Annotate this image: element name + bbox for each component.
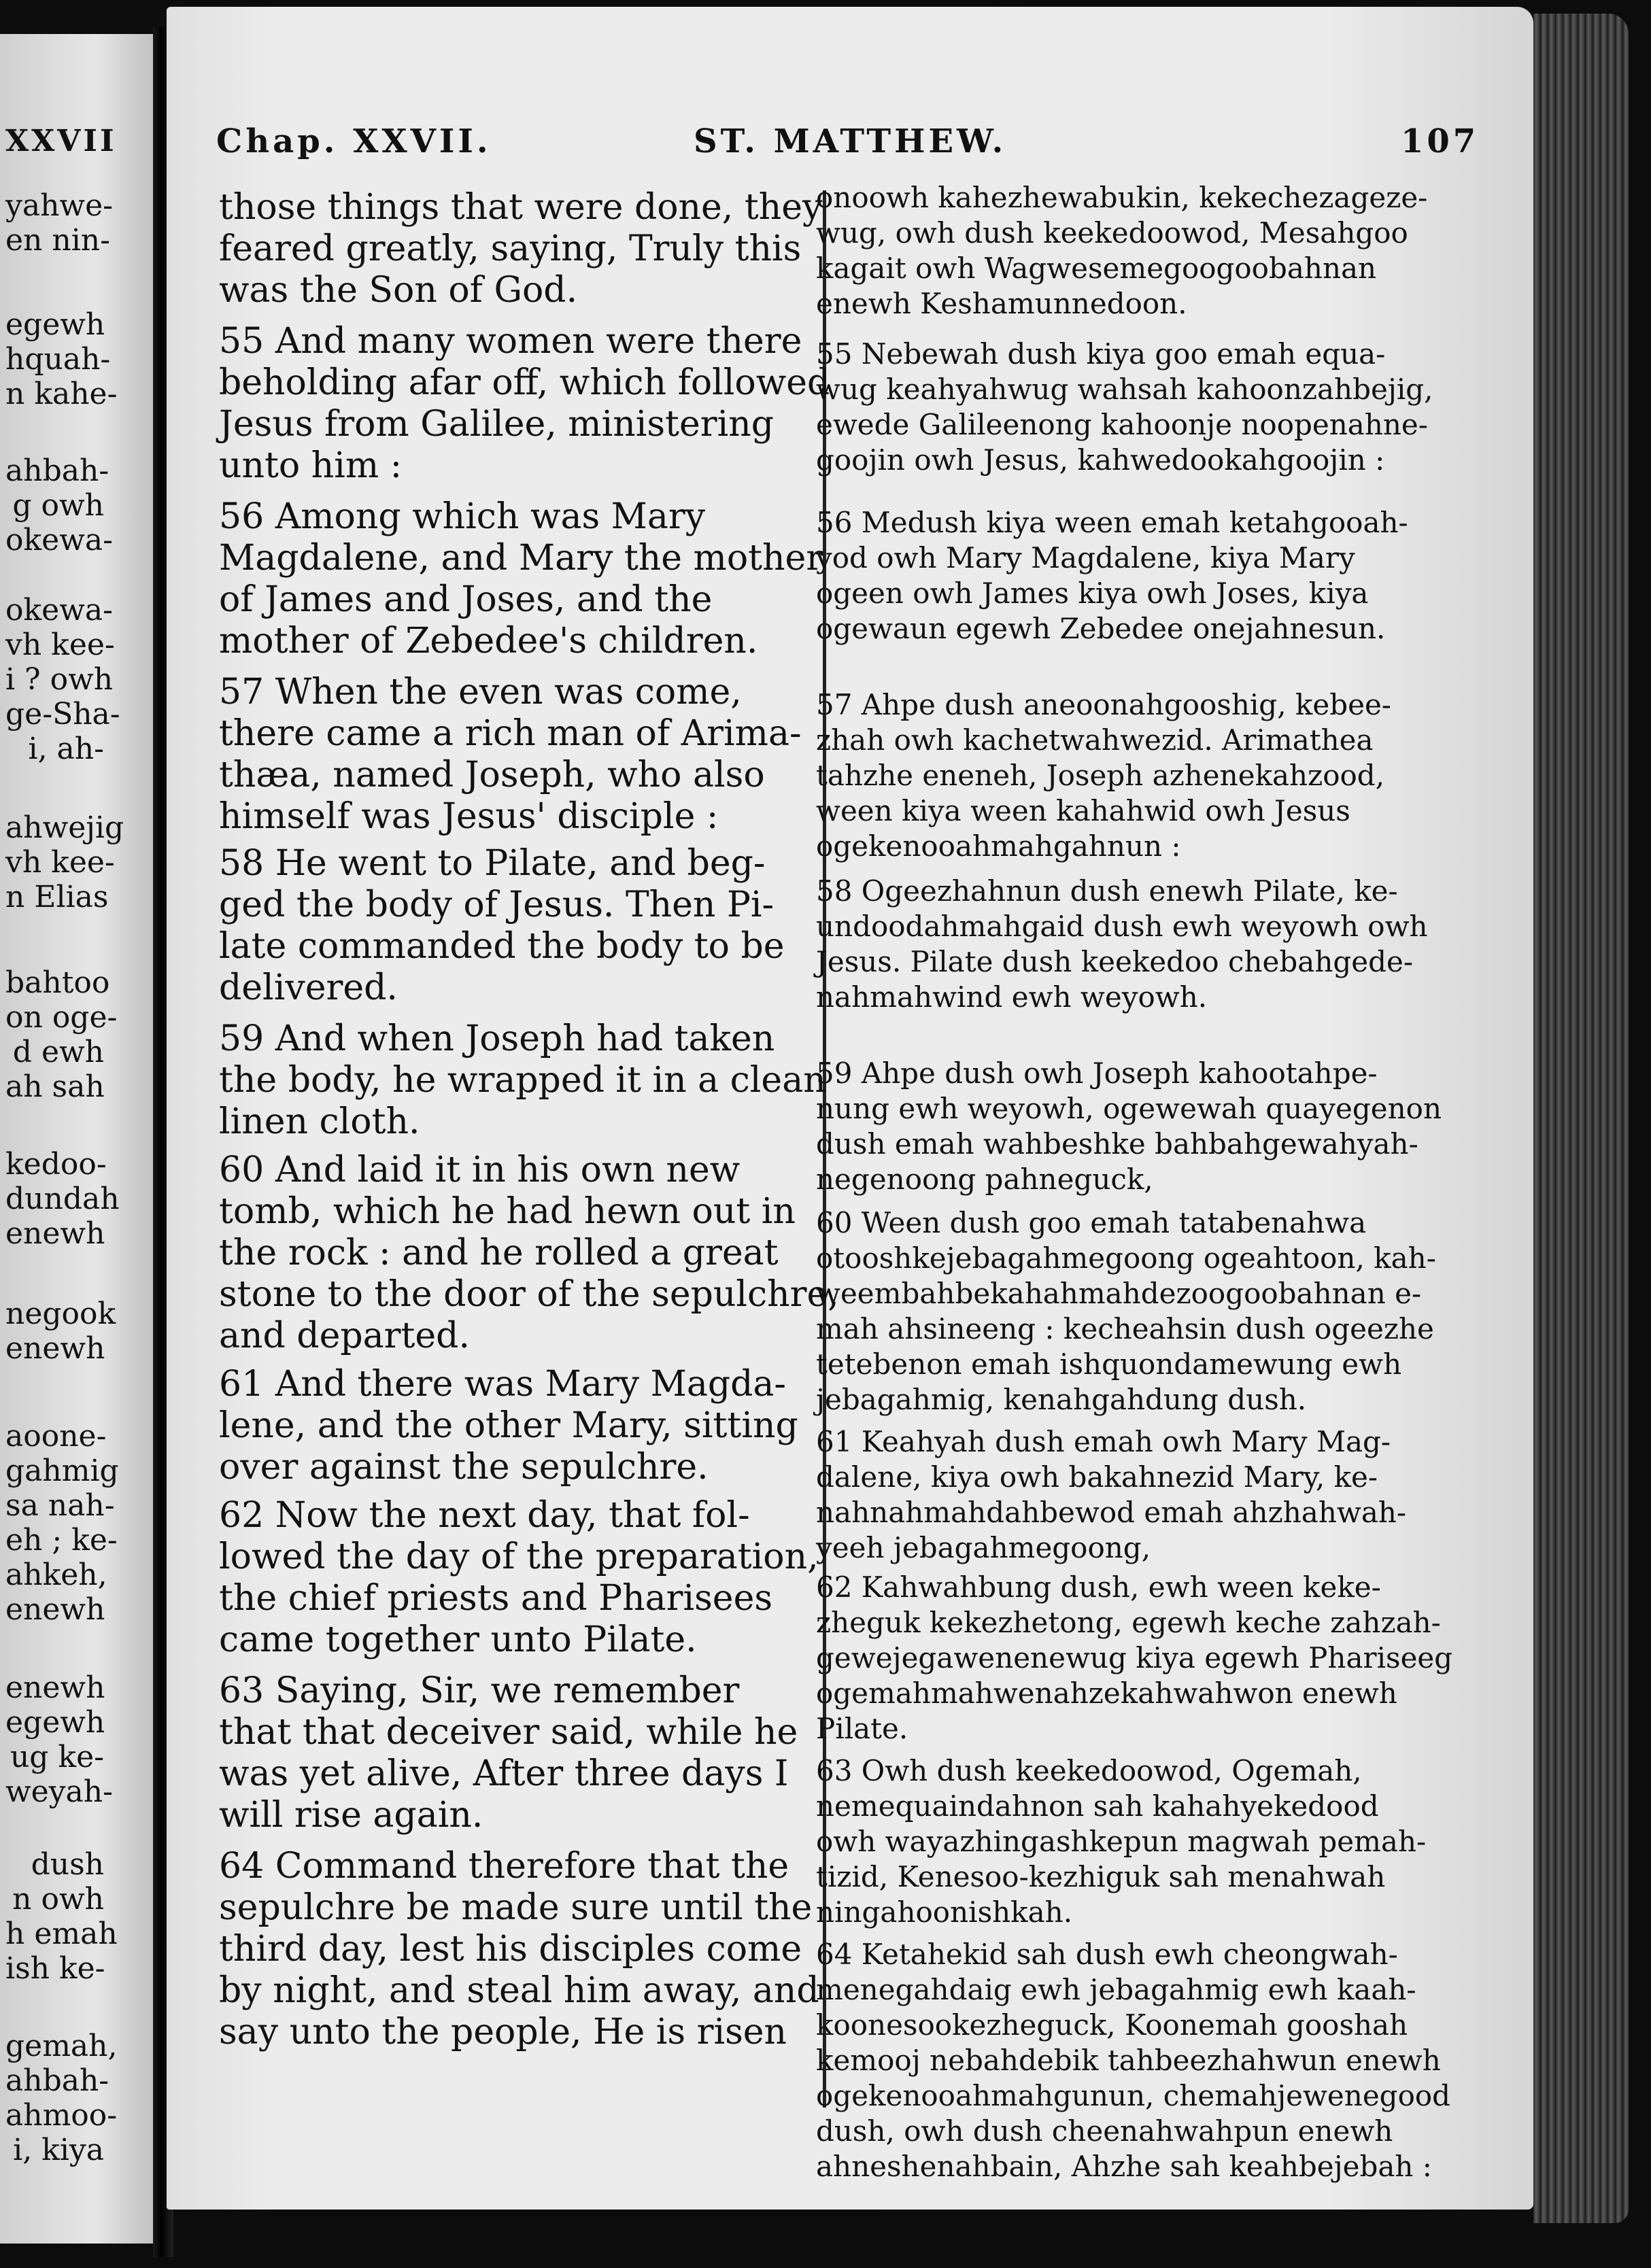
left-page-line: vh kee- <box>5 628 115 662</box>
left-page-line: hquah- <box>5 342 111 377</box>
left-page-line: bahtoo <box>5 965 110 1000</box>
verse-line: gewejegawenenewug kiya egewh Phariseeg <box>816 1641 1453 1674</box>
verse-line: those things that were done, they <box>219 187 823 228</box>
verse-line: ogewaun egewh Zebedee onejahnesun. <box>816 612 1386 645</box>
verse-line: jebagahmig, kenahgahdung dush. <box>816 1383 1307 1416</box>
verse-line: koonesookezheguck, Koonemah gooshah <box>816 2008 1408 2042</box>
verse-line: ween kiya ween kahahwid owh Jesus <box>816 794 1350 827</box>
verse-line: 55 And many women were there <box>219 321 802 362</box>
verse-line: 63 Saying, Sir, we remember <box>219 1670 740 1711</box>
left-page-edge <box>0 34 160 2244</box>
left-page-line: gemah, <box>5 2029 118 2063</box>
verse-line: the body, he wrapped it in a clean <box>219 1060 826 1101</box>
verse-line: 55 Nebewah dush kiya goo emah equa- <box>816 337 1386 371</box>
verse-line: was the Son of God. <box>219 270 578 311</box>
verse-line: nahmahwind ewh weyowh. <box>816 980 1208 1014</box>
verse-line: otooshkejebagahmegoong ogeahtoon, kah- <box>816 1241 1436 1275</box>
left-page-line: n owh <box>12 1882 104 1917</box>
verse-line: 56 Medush kiya ween emah ketahgooah- <box>816 506 1408 539</box>
book-title: ST. MATTHEW. <box>694 122 1007 160</box>
verse-line: yod owh Mary Magdalene, kiya Mary <box>816 541 1355 574</box>
verse-line: 57 When the even was come, <box>219 672 742 712</box>
left-page-line: i ? owh <box>5 662 114 697</box>
verse-line: Magdalene, and Mary the mother <box>219 538 823 579</box>
left-page-line: negook <box>5 1296 116 1331</box>
left-page-line: on oge- <box>5 1000 118 1035</box>
verse-line: zhah owh kachetwahwezid. Arimathea <box>816 723 1374 757</box>
verse-line: the chief priests and Pharisees <box>219 1578 773 1619</box>
verse-line: negenoong pahneguck, <box>816 1163 1153 1196</box>
verse-line: 64 Ketahekid sah dush ewh cheongwah- <box>816 1938 1398 1971</box>
verse-line: 57 Ahpe dush aneoonahgooshig, kebee- <box>816 688 1391 721</box>
ojibwe-column <box>816 180 1452 2184</box>
left-page-line: ah sah <box>5 1069 105 1104</box>
verse-line: Jesus. Pilate dush keekedoo chebahgede- <box>816 945 1414 978</box>
left-page-line: ahmoo- <box>5 2098 118 2133</box>
verse-line: tahzhe eneneh, Joseph azhenekahzood, <box>816 759 1385 792</box>
verse-line: ogekenooahmahgahnun : <box>816 829 1181 863</box>
verse-line: stone to the door of the sepulchre, <box>219 1274 839 1315</box>
verse-line: 59 Ahpe dush owh Joseph kahootahpe- <box>816 1056 1378 1090</box>
left-page-line: gahmig <box>5 1454 119 1488</box>
left-page-line: ish ke- <box>5 1951 105 1986</box>
left-page-line: d ewh <box>12 1035 104 1069</box>
verse-line: was yet alive, After three days I <box>219 1753 789 1794</box>
left-page-line: ahbah- <box>5 2063 109 2098</box>
verse-line: lene, and the other Mary, sitting <box>219 1405 798 1446</box>
verse-line: ogemahmahwenahzekahwahwon enewh <box>816 1677 1397 1710</box>
verse-line: 59 And when Joseph had taken <box>219 1018 775 1059</box>
left-page-header: XXVII <box>5 124 117 158</box>
verse-line: 58 He went to Pilate, and beg- <box>219 843 766 884</box>
verse-line: 63 Owh dush keekedoowod, Ogemah, <box>816 1754 1362 1787</box>
left-page-line: ahkeh, <box>5 1558 107 1592</box>
left-page-line: weyah- <box>5 1774 113 1809</box>
left-page-line: enewh <box>5 1331 105 1366</box>
verse-line: Pilate. <box>816 1712 908 1745</box>
verse-line: mother of Zebedee's children. <box>219 621 758 662</box>
verse-line: 60 And laid it in his own new <box>219 1150 741 1190</box>
verse-line: beholding afar off, which followed <box>219 362 830 403</box>
verse-line: weembahbekahahmahdezoogoobahnan e- <box>816 1277 1422 1310</box>
verse-line: lowed the day of the preparation, <box>219 1536 819 1577</box>
verse-line: ewede Galileenong kahoonje noopenahne- <box>816 408 1428 441</box>
verse-line: 60 Ween dush goo emah tatabenahwa <box>816 1206 1367 1239</box>
verse-line: ahneshenahbain, Ahzhe sah keahbejebah : <box>816 2150 1432 2183</box>
verse-line: the rock : and he rolled a great <box>219 1233 779 1273</box>
verse-line: unto him : <box>219 445 403 486</box>
left-page-line: enewh <box>5 1592 105 1627</box>
verse-line: 61 And there was Mary Magda- <box>219 1364 787 1405</box>
verse-line: 64 Command therefore that the <box>219 1846 789 1887</box>
left-page-line: i, kiya <box>13 2133 104 2167</box>
verse-line: tizid, Kenesoo-kezhiguk sah menahwah <box>816 1860 1386 1893</box>
verse-line: owh wayazhingashkepun magwah pemah- <box>816 1825 1427 1858</box>
verse-line: dush emah wahbeshke bahbahgewahyah- <box>816 1127 1418 1161</box>
english-column <box>219 187 839 2053</box>
left-page-line: vh kee- <box>5 845 115 880</box>
verse-line: dush, owh dush cheenahwahpun enewh <box>816 2114 1393 2148</box>
verse-line: wug, owh dush keekedoowod, Mesahgoo <box>816 216 1408 250</box>
verse-line: 62 Now the next day, that fol- <box>219 1495 750 1536</box>
left-page-line: g owh <box>12 488 104 523</box>
verse-line: that that deceiver said, while he <box>219 1712 798 1753</box>
left-page-line: egewh <box>5 1705 105 1740</box>
left-page-line: i, ah- <box>28 732 104 766</box>
left-page-line: ahbah- <box>5 453 109 488</box>
verse-line: and departed. <box>219 1316 471 1356</box>
verse-line: by night, and steal him away, and <box>219 1970 819 2011</box>
verse-line: of James and Joses, and the <box>219 579 713 620</box>
verse-line: mah ahsineeng : kecheahsin dush ogeezhe <box>816 1312 1434 1345</box>
verse-line: Jesus from Galilee, ministering <box>219 404 774 445</box>
verse-line: dalene, kiya owh bakahnezid Mary, ke- <box>816 1460 1378 1494</box>
verse-line: came together unto Pilate. <box>219 1619 697 1660</box>
left-page-line: okewa- <box>5 593 113 628</box>
left-page-line: ahwejig <box>5 810 124 845</box>
verse-line: over against the sepulchre. <box>219 1447 709 1488</box>
verse-line: feared greatly, saying, Truly this <box>219 228 802 269</box>
verse-line: ogeen owh James kiya owh Joses, kiya <box>816 577 1369 610</box>
left-page-line: en nin- <box>5 223 110 258</box>
verse-line: menegahdaig ewh jebagahmig ewh kaah- <box>816 1973 1416 2006</box>
verse-line: there came a rich man of Arima- <box>219 713 802 754</box>
left-page-line: enewh <box>5 1216 105 1251</box>
verse-line: ged the body of Jesus. Then Pi- <box>219 884 775 925</box>
left-page-line: aoone- <box>5 1419 107 1454</box>
verse-line: say unto the people, He is risen <box>219 2012 787 2052</box>
verse-line: nung ewh weyowh, ogewewah quayegenon <box>816 1092 1442 1125</box>
left-page-line: kedoo- <box>5 1147 107 1182</box>
left-page-line: okewa- <box>5 523 113 557</box>
chapter-heading: Chap. XXVII. <box>216 122 492 160</box>
verse-line: delivered. <box>219 967 398 1008</box>
verse-line: thæa, named Joseph, who also <box>219 755 765 795</box>
left-page-line: ge-Sha- <box>5 697 120 732</box>
verse-line: 61 Keahyah dush emah owh Mary Mag- <box>816 1425 1391 1458</box>
left-page-line: sa nah- <box>5 1488 115 1523</box>
verse-line: tetebenon emah ishquondamewung ewh <box>816 1347 1402 1381</box>
left-page-line: n Elias <box>5 880 109 914</box>
left-page-line: enewh <box>5 1670 105 1705</box>
verse-line: sepulchre be made sure until the <box>219 1887 813 1928</box>
verse-line: will rise again. <box>219 1795 483 1836</box>
verse-line: himself was Jesus' disciple : <box>219 796 719 837</box>
verse-line: goojin owh Jesus, kahwedookahgoojin : <box>816 443 1385 477</box>
verse-line: kemooj nebahdebik tahbeezhahwun enewh <box>816 2044 1441 2077</box>
verse-line: enewh Keshamunnedoon. <box>816 287 1187 320</box>
verse-line: yeeh jebagahmegoong, <box>816 1531 1151 1564</box>
left-page-line: eh ; ke- <box>5 1523 118 1558</box>
page-number: 107 <box>1401 122 1480 160</box>
verse-line: ogekenooahmahgunun, chemahjewenegood <box>816 2079 1451 2112</box>
left-page-line: h emah <box>5 1917 118 1951</box>
verse-line: nahnahmahdahbewod emah ahzhahwah- <box>816 1496 1407 1529</box>
verse-line: linen cloth. <box>219 1101 420 1142</box>
verse-line: ningahoonishkah. <box>816 1895 1073 1929</box>
left-page-line: dush <box>31 1847 104 1882</box>
left-page-line: dundah <box>5 1182 120 1216</box>
verse-line: 62 Kahwahbung dush, ewh ween keke- <box>816 1570 1381 1604</box>
verse-line: tomb, which he had hewn out in <box>219 1191 796 1232</box>
verse-line: 56 Among which was Mary <box>219 496 706 537</box>
page-edges <box>1533 14 1629 2223</box>
verse-line: 58 Ogeezhahnun dush enewh Pilate, ke- <box>816 874 1398 908</box>
verse-line: third day, lest his disciples come <box>219 1929 802 1970</box>
left-page-line: n kahe- <box>5 377 118 411</box>
verse-line: undoodahmahgaid dush ewh weyowh owh <box>816 910 1428 943</box>
verse-line: onoowh kahezhewabukin, kekechezageze- <box>816 181 1428 214</box>
verse-line: zheguk kekezhetong, egewh keche zahzah- <box>816 1606 1441 1639</box>
left-page-line: yahwe- <box>5 188 113 223</box>
verse-line: wug keahyahwug wahsah kahoonzahbejig, <box>816 373 1433 406</box>
left-page-line: egewh <box>5 307 105 342</box>
verse-line: nemequaindahnon sah kahahyekedood <box>816 1789 1379 1823</box>
verse-line: late commanded the body to be <box>219 926 785 967</box>
left-page-line: ug ke- <box>10 1740 104 1774</box>
verse-line: kagait owh Wagwesemegoogoobahnan <box>816 252 1377 285</box>
